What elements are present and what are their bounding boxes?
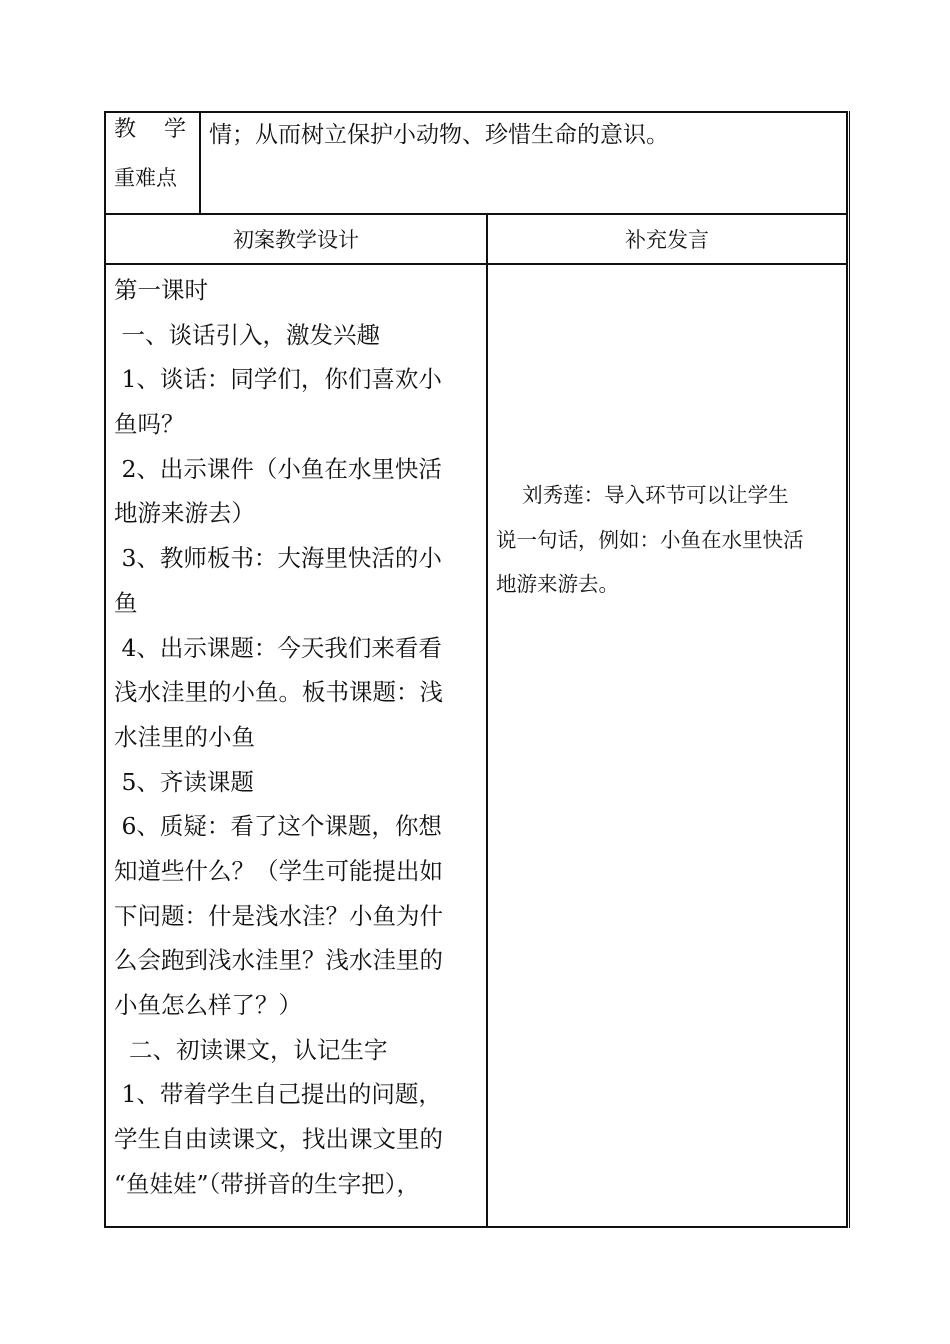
table-border-right-outer [849, 111, 850, 1228]
row-label-char-a: 教 [114, 117, 137, 142]
row-divider-1 [104, 213, 848, 215]
lesson-line: 二、初读课文，认记生字 [114, 1035, 388, 1064]
lesson-line: 小鱼怎么样了？） [114, 991, 302, 1019]
lesson-line: 一、谈话引入，激发兴趣 [114, 320, 380, 349]
lesson-line: 知道些什么？（学生可能提出如 [114, 856, 443, 885]
lesson-line: 鱼 [114, 588, 138, 617]
comment-line: 说一句话，例如：小鱼在水里快活 [496, 527, 804, 552]
row-divider-2 [104, 263, 848, 265]
header-supplementary-comments: 补充发言 [625, 228, 709, 252]
table-border-right [846, 111, 848, 1228]
lesson-line: 3、教师板书：大海里快活的小 [114, 544, 442, 573]
row-label-char-b: 学 [164, 117, 187, 142]
lesson-line: 学生自由读课文，找出课文里的 [114, 1125, 443, 1154]
lesson-line: 1、带着学生自己提出的问题， [114, 1080, 442, 1109]
header-initial-design: 初案教学设计 [233, 228, 359, 252]
lesson-line: 5、齐读课题 [114, 767, 254, 796]
lesson-plan-body [114, 268, 480, 1206]
table-border-top [104, 111, 848, 113]
lesson-line: 第一课时 [114, 276, 208, 304]
lesson-line: 鱼吗？ [114, 410, 185, 439]
row-label-line2: 重难点 [114, 166, 177, 190]
lesson-line: 么会跑到浅水洼里？浅水洼里的 [114, 946, 443, 975]
difficulty-content: 情；从而树立保护小动物、珍惜生命的意识。 [209, 122, 669, 148]
lesson-line: 4、出示课题：今天我们来看看 [114, 633, 442, 662]
column-divider [486, 213, 488, 1227]
lesson-line: 地游来游去） [114, 499, 255, 528]
table-border-left [104, 111, 106, 1228]
lesson-line: “鱼娃娃”（带拼音的生字把）， [114, 1169, 421, 1198]
lesson-line: 下问题：什是浅水洼？小鱼为什 [114, 901, 443, 930]
row-label-line1 [114, 112, 186, 143]
lesson-line: 2、出示课件（小鱼在水里快活 [114, 454, 442, 483]
supplementary-comment-body [496, 473, 840, 607]
comment-line: 地游来游去。 [496, 572, 619, 596]
table-border-bottom [104, 1226, 848, 1228]
lesson-line: 水洼里的小鱼 [114, 722, 255, 751]
comment-line: 刘秀莲：导入环节可以让学生 [496, 483, 789, 507]
lesson-line: 浅水洼里的小鱼。板书课题：浅 [114, 678, 443, 707]
lesson-line: 1、谈话：同学们，你们喜欢小 [114, 365, 442, 394]
lesson-line: 6、质疑：看了这个课题，你想 [114, 812, 442, 841]
label-divider [199, 111, 201, 214]
